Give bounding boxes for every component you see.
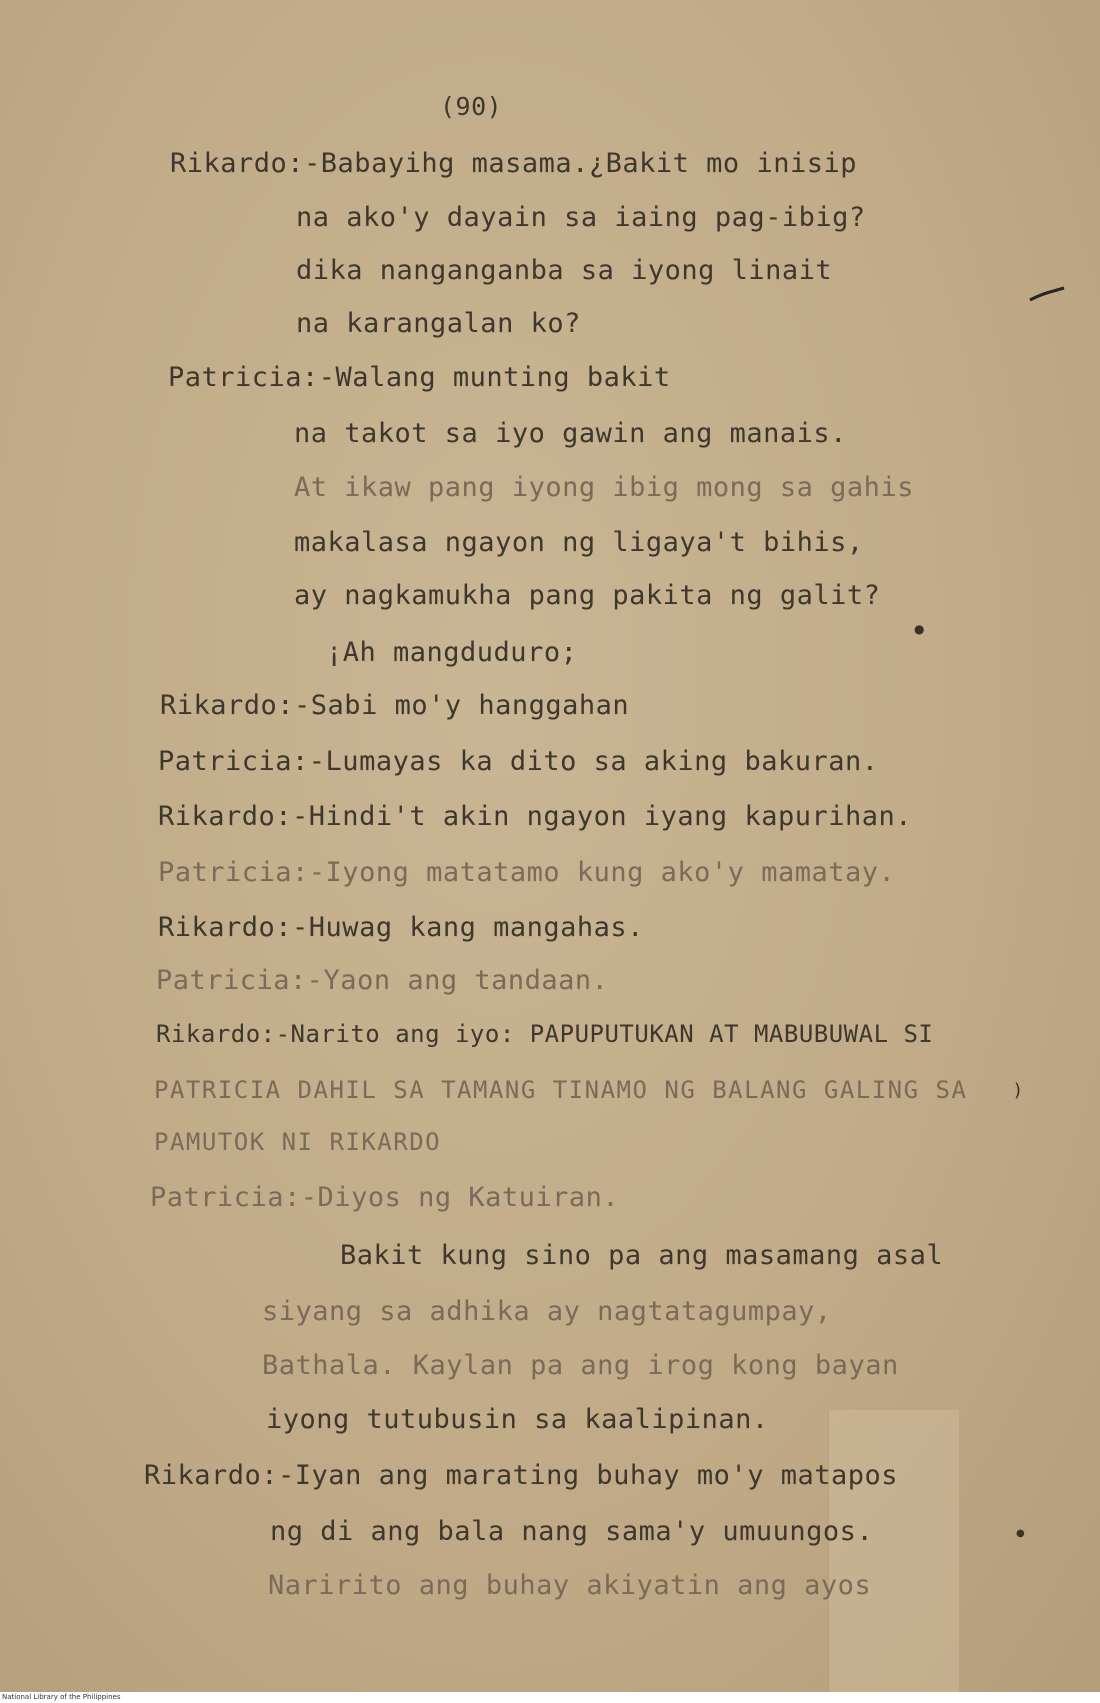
text-line: siyang sa adhika ay nagtatagumpay, (262, 1296, 832, 1327)
text-line: ¡Ah mangdudurо; (326, 637, 578, 668)
text-line: makalasa ngayon ng ligaya't bihis, (294, 527, 864, 558)
text-line: Rikardo:-Huwag kang mangahas. (158, 912, 644, 943)
text-line: Patricia:-Walang munting bakit (168, 362, 671, 393)
text-line: na karangalan ko? (296, 308, 581, 339)
text-line: ay nagkamukha pang pakita ng galit? (294, 580, 881, 611)
text-line: na ako'y dayain sa iaing pag-ibig? (296, 202, 866, 233)
text-line: Rikardo:-Iyan ang marating buhay mo'y matapos (144, 1460, 898, 1491)
text-line: Naririto ang buhay akiyatin ang ayos (268, 1570, 872, 1601)
margin-dot: ● (1016, 1528, 1025, 1539)
margin-tick: ) (1014, 1080, 1022, 1101)
text-line: na takot sa iyo gawin ang manais. (294, 418, 847, 449)
footer-credit: National Library of the Philippines (2, 1693, 121, 1701)
text-line: Rikardo:-Sabi mo'y hanggahan (160, 690, 630, 721)
text-line: Patricia:-Iyong matatamo kung ako'y mamatay. (158, 857, 896, 888)
page-number: (90) (440, 92, 503, 121)
text-line: ng di ang bala nang sama'y umuungos. (270, 1516, 874, 1547)
pen-check-mark (1028, 284, 1068, 304)
text-line: Rikardo:-Hindi't akin ngayon iyang kapurihan. (158, 801, 912, 832)
text-line: dika nanganganba sa iyong linait (296, 255, 833, 286)
footer (0, 1692, 1100, 1703)
text-line: Patricia:-Yaon ang tandaan. (156, 965, 609, 996)
text-line: Bakit kung sino pa ang masamang asal (340, 1240, 944, 1271)
text-line: Bathala. Kaylan pa ang irog kong bayan (262, 1350, 899, 1381)
text-line: Patricia:-Diyos ng Katuiran. (150, 1182, 620, 1213)
paper-stain (828, 1410, 959, 1692)
text-line: PAMUTOK NI RIKARDO (154, 1128, 442, 1156)
text-line: Rikardo:-Narito ang iyo: PAPUPUTUKAN AT MABUBUWAL SI (156, 1020, 934, 1048)
text-line: Patricia:-Lumayas ka dito sa aking bakuran. (158, 746, 879, 777)
margin-dot: ● (914, 622, 925, 636)
text-line: iyong tutubusin sa kaalipinan. (266, 1404, 769, 1435)
text-line: At ikaw pang iyong ibig mong sa gahis (294, 472, 914, 503)
text-line: PATRICIA DAHIL SA TAMANG TINAMO NG BALANG GALING SA (154, 1076, 968, 1104)
text-line: Rikardo:-Babayihg masama.¿Bakit mo inisip (170, 148, 857, 179)
